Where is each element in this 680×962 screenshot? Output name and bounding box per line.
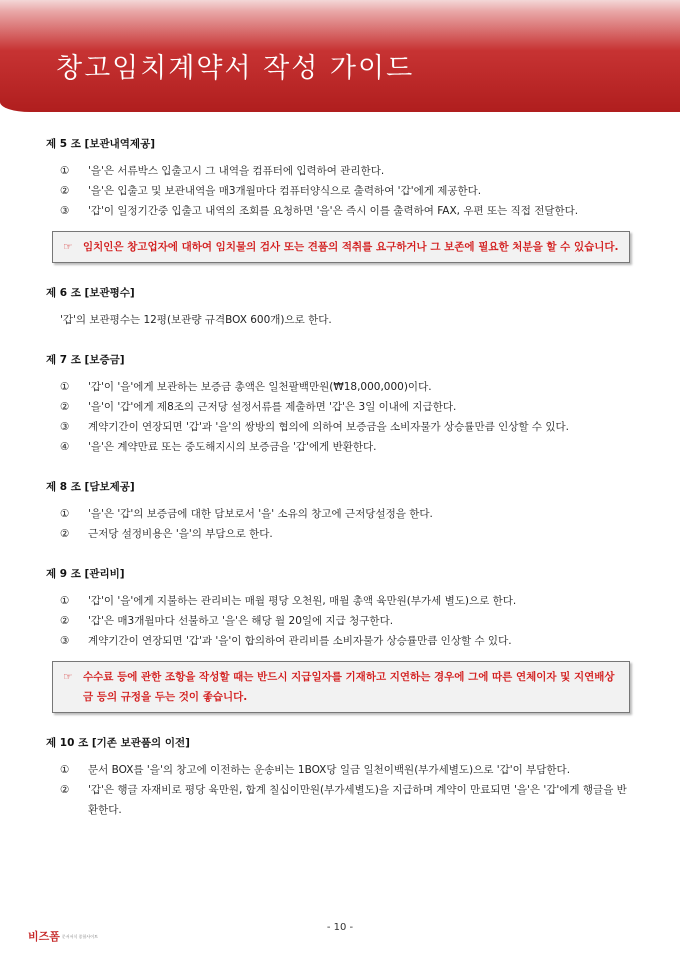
item-text: '갑'이 '을'에게 지불하는 관리비는 매월 평당 오천원, 매월 총액 육만원(부가세 별도)으로 한다. xyxy=(88,595,517,607)
article-title: 제 5 조 [보관내역제공] xyxy=(46,138,156,150)
header-banner xyxy=(0,0,680,112)
list-item xyxy=(46,181,636,201)
item-number: ② xyxy=(60,528,70,540)
article-title: 제 8 조 [담보제공] xyxy=(46,481,135,493)
article-title: 제 10 조 [기존 보관품의 이전] xyxy=(46,737,190,749)
item-text: 계약기간이 연장되면 '갑'과 '을'의 쌍방의 협의에 의하여 보증금을 소비자물가 상승률만큼 인상할 수 있다. xyxy=(88,421,569,433)
item-number: ② xyxy=(60,784,70,796)
list-item xyxy=(46,760,636,780)
note-box xyxy=(52,231,630,263)
note-text: 수수료 등에 관한 조항을 작성할 때는 반드시 지급일자를 기재하고 지연하는 경우에 그에 따른 연체이자 및 지연배상금 등의 규정을 두는 것이 좋습니다. xyxy=(83,671,615,703)
bizforms-logo xyxy=(28,928,102,944)
item-text: '을'은 입출고 및 보관내역을 매3개월마다 컴퓨터양식으로 출력하여 '갑'에게 제공한다. xyxy=(88,185,482,197)
article-10 xyxy=(46,735,636,820)
pointing-hand-icon: ☞ xyxy=(63,241,73,253)
item-text: '을'은 계약만료 또는 중도해지시의 보증금을 '갑'에게 반환한다. xyxy=(88,441,377,453)
list-item xyxy=(46,437,636,457)
note-text: 임치인은 창고업자에 대하여 임치물의 검사 또는 견품의 적취를 요구하거나 그 보존에 필요한 처분을 할 수 있습니다. xyxy=(83,241,619,253)
pointing-hand-icon: ☞ xyxy=(63,671,73,683)
note-box xyxy=(52,661,630,713)
article-6 xyxy=(46,285,636,330)
item-number: ③ xyxy=(60,205,70,217)
list-item xyxy=(46,611,636,631)
item-number: ① xyxy=(60,381,70,393)
list-item xyxy=(46,631,636,651)
article-title: 제 7 조 [보증금] xyxy=(46,354,125,366)
item-text: '을'은 '갑'의 보증금에 대한 담보로서 '을' 소유의 창고에 근저당설정을 한다. xyxy=(88,508,433,520)
list-item xyxy=(46,591,636,611)
item-number: ③ xyxy=(60,421,70,433)
page-title: 창고임치계약서 작성 가이드 xyxy=(56,53,415,84)
list-item xyxy=(46,397,636,417)
list-item xyxy=(46,524,636,544)
item-text: '갑'은 행글 자재비로 평당 육만원, 합계 칠십이만원(부가세별도)을 지급하며 계약이 만료되면 '을'은 '갑'에게 행글을 반환한다. xyxy=(88,784,627,816)
document-body xyxy=(46,136,636,842)
item-number: ③ xyxy=(60,635,70,647)
item-text: 문서 BOX를 '을'의 창고에 이전하는 운송비는 1BOX당 일금 일천이백원(부가세별도)으로 '갑'이 부담한다. xyxy=(88,764,571,776)
item-text: '을'은 서류박스 입출고시 그 내역을 컴퓨터에 입력하여 관리한다. xyxy=(88,165,385,177)
article-7 xyxy=(46,352,636,457)
article-5 xyxy=(46,136,636,263)
item-number: ① xyxy=(60,508,70,520)
article-9 xyxy=(46,566,636,713)
item-text: '갑'은 매3개월마다 선불하고 '을'은 해당 월 20일에 지급 청구한다. xyxy=(88,615,394,627)
item-text: 근저당 설정비용은 '을'의 부담으로 한다. xyxy=(88,528,273,540)
article-title: 제 6 조 [보관평수] xyxy=(46,287,135,299)
page-number: - 10 - xyxy=(326,922,354,933)
item-number: ② xyxy=(60,615,70,627)
list-item xyxy=(46,504,636,524)
list-item xyxy=(46,377,636,397)
article-title: 제 9 조 [관리비] xyxy=(46,568,125,580)
logo-text: 비즈폼 xyxy=(28,930,60,943)
item-number: ① xyxy=(60,764,70,776)
item-text: '갑'이 '을'에게 보관하는 보증금 총액은 일천팔백만원(₩18,000,000)이다. xyxy=(88,381,432,393)
item-text: '갑'이 일정기간중 입출고 내역의 조회를 요청하면 '을'은 즉시 이를 출력하여 FAX, 우편 또는 직접 전달한다. xyxy=(88,205,579,217)
article-8 xyxy=(46,479,636,544)
article-text: '갑'의 보관평수는 12평(보관량 규격BOX 600개)으로 한다. xyxy=(60,314,332,326)
list-item xyxy=(46,780,636,820)
list-item xyxy=(46,161,636,181)
list-item xyxy=(46,417,636,437)
item-text: '을'이 '갑'에게 제8조의 근저당 설정서류를 제출하면 '갑'은 3일 이내에 지급한다. xyxy=(88,401,457,413)
item-text: 계약기간이 연장되면 '갑'과 '을'이 합의하여 관리비를 소비자물가 상승률만큼 인상할 수 있다. xyxy=(88,635,512,647)
item-number: ① xyxy=(60,595,70,607)
item-number: ② xyxy=(60,401,70,413)
logo-subtext: 문서서식 종합사이트 xyxy=(61,933,98,939)
item-number: ④ xyxy=(60,441,70,453)
item-number: ① xyxy=(60,165,70,177)
list-item xyxy=(46,201,636,221)
item-number: ② xyxy=(60,185,70,197)
